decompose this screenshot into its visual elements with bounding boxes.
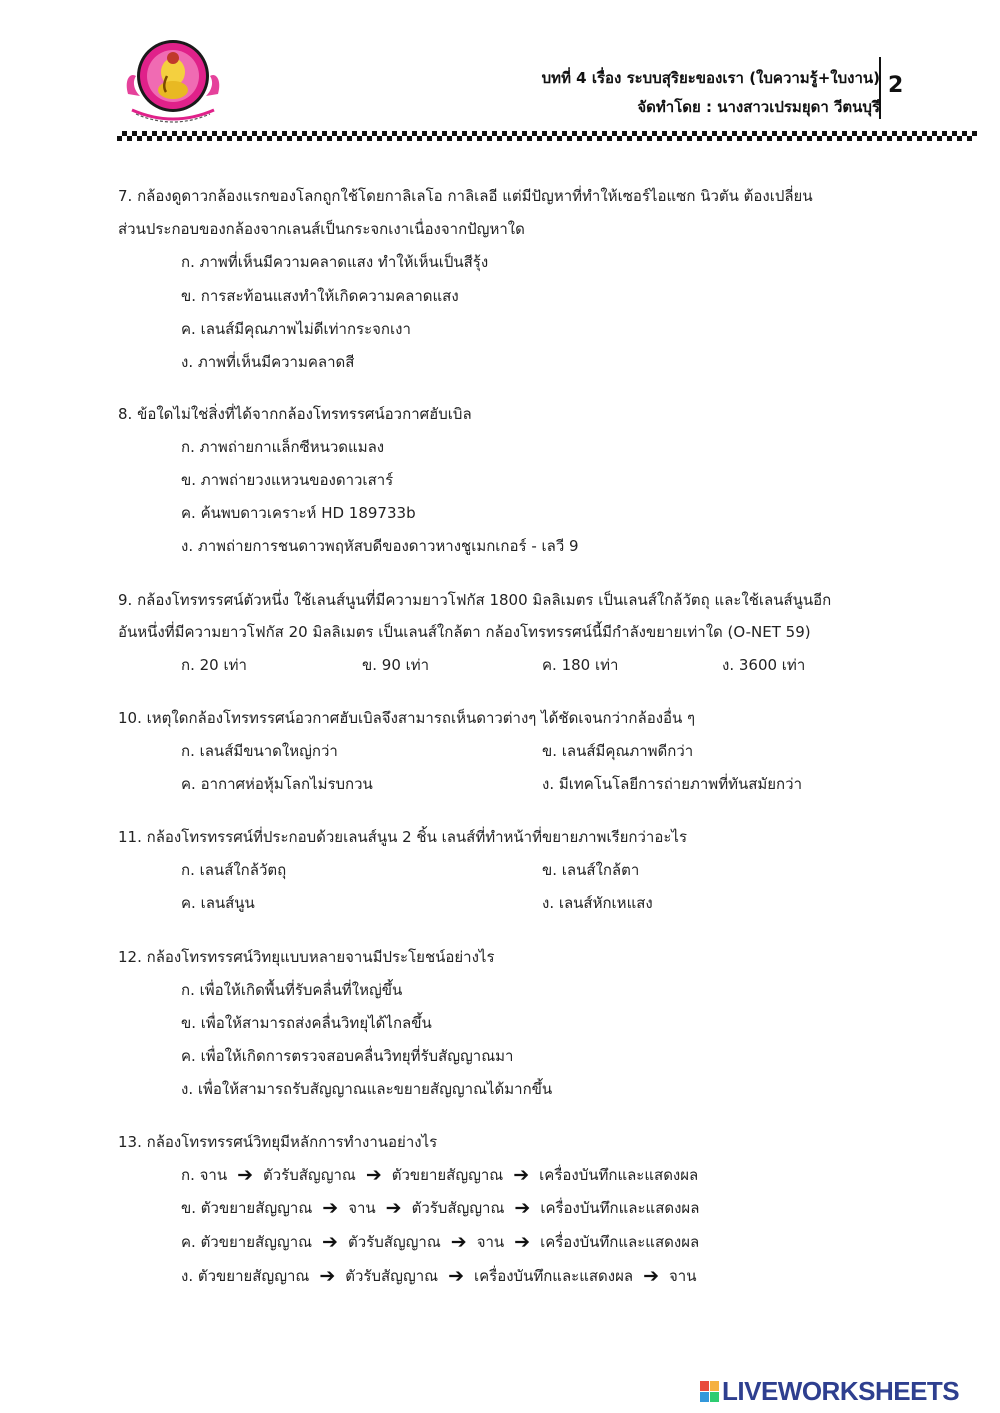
q13a-step-4: เครื่องบันทึกและแสดงผล: [539, 1166, 699, 1184]
q13a-step-3: ตัวขยายสัญญาณ: [391, 1166, 504, 1184]
right-arrow-icon: ➔: [237, 1164, 254, 1186]
q13d-step-1: ง. ตัวขยายสัญญาณ: [181, 1267, 310, 1285]
q7-option-c[interactable]: ค. เลนส์มีคุณภาพไม่ดีเท่ากระจกเงา: [181, 320, 411, 338]
q10-option-c[interactable]: ค. อากาศห่อหุ้มโลกไม่รบกวน: [181, 775, 373, 793]
q11-option-d[interactable]: ง. เลนส์หักเหแสง: [542, 894, 653, 912]
question-9-line-1: 9. กล้องโทรทรรศน์ตัวหนึ่ง ใช้เลนส์นูนที่มีความยาวโฟกัส 1800 มิลลิเมตร เป็นเลนส์ใกล้วัตถุ และใช้เลนส์นูนอีก: [118, 591, 832, 609]
q7-option-a[interactable]: ก. ภาพที่เห็นมีความคลาดแสง ทำให้เห็นเป็นสีรุ้ง: [181, 253, 489, 271]
q11-option-b[interactable]: ข. เลนส์ใกล้ตา: [542, 861, 640, 879]
q10-option-d[interactable]: ง. มีเทคโนโลยีการถ่ายภาพที่ทันสมัยกว่า: [542, 775, 802, 793]
school-logo: [122, 36, 224, 124]
question-9-line-2: อันหนึ่งที่มีความยาวโฟกัส 20 มิลลิเมตร เป็นเลนส์ใกล้ตา กล้องโทรทรรศน์นี้มีกำลังขยายเท่าใด (O-NET 59): [118, 623, 811, 641]
question-10: 10. เหตุใดกล้องโทรทรรศน์อวกาศฮับเบิลจึงสามารถเห็นดาวต่างๆ ได้ชัดเจนกว่ากล้องอื่น ๆ: [118, 709, 696, 727]
liveworksheets-badge-icon: [700, 1381, 720, 1403]
q13b-step-1: ข. ตัวขยายสัญญาณ: [181, 1199, 313, 1217]
q7-option-d[interactable]: ง. ภาพที่เห็นมีความคลาดสี: [181, 353, 355, 371]
right-arrow-icon: ➔: [365, 1164, 382, 1186]
question-12: 12. กล้องโทรทรรศน์วิทยุแบบหลายจานมีประโยชน์อย่างไร: [118, 948, 495, 966]
question-13: 13. กล้องโทรทรรศน์วิทยุมีหลักการทำงานอย่างไร: [118, 1133, 438, 1151]
checkered-divider: [117, 131, 977, 141]
right-arrow-icon: ➔: [448, 1265, 464, 1287]
question-8: 8. ข้อใดไม่ใช่สิ่งที่ได้จากกล้องโทรทรรศน์อวกาศฮับเบิล: [118, 405, 472, 423]
q12-option-d[interactable]: ง. เพื่อให้สามารถรับสัญญาณและขยายสัญญาณได้มากขึ้น: [181, 1080, 553, 1098]
right-arrow-icon: ➔: [513, 1164, 530, 1186]
q9-option-a[interactable]: ก. 20 เท่า: [181, 656, 247, 674]
q12-option-b[interactable]: ข. เพื่อให้สามารถส่งคลื่นวิทยุได้ไกลขึ้น: [181, 1014, 432, 1032]
q8-option-a[interactable]: ก. ภาพถ่ายกาแล็กซีหนวดแมลง: [181, 438, 385, 456]
right-arrow-icon: ➔: [319, 1265, 336, 1287]
q13c-step-4: เครื่องบันทึกและแสดงผล: [540, 1233, 700, 1251]
q13c-step-2: ตัวรับสัญญาณ: [347, 1233, 441, 1251]
question-7-line-2: ส่วนประกอบของกล้องจากเลนส์เป็นกระจกเงาเนื่องจากปัญหาใด: [118, 220, 525, 238]
q13-option-c[interactable]: [181, 1230, 699, 1254]
liveworksheets-text: LIVEWORKSHEETS: [722, 1376, 960, 1406]
q13b-step-2: จาน: [348, 1199, 376, 1217]
q13a-step-1: ก. จาน: [181, 1166, 228, 1184]
q10-option-a[interactable]: ก. เลนส์มีขนาดใหญ่กว่า: [181, 742, 338, 760]
q13-option-a[interactable]: [181, 1163, 698, 1187]
q13d-step-4: จาน: [669, 1267, 697, 1285]
page-number: 2: [888, 73, 904, 98]
q13b-step-3: ตัวรับสัญญาณ: [411, 1199, 505, 1217]
header-title: บทที่ 4 เรื่อง ระบบสุริยะของเรา (ใบความรู้+ใบงาน): [541, 69, 880, 87]
right-arrow-icon: ➔: [514, 1197, 531, 1219]
question-11: 11. กล้องโทรทรรศน์ที่ประกอบด้วยเลนส์นูน 2 ชิ้น เลนส์ที่ทำหน้าที่ขยายภาพเรียกว่าอะไร: [118, 828, 688, 846]
right-arrow-icon: ➔: [385, 1197, 402, 1219]
q9-option-b[interactable]: ข. 90 เท่า: [362, 656, 430, 674]
q8-option-d[interactable]: ง. ภาพถ่ายการชนดาวพฤหัสบดีของดาวหางชูเมกเกอร์ - เลวี 9: [181, 537, 579, 555]
q13a-step-2: ตัวรับสัญญาณ: [263, 1166, 356, 1184]
right-arrow-icon: ➔: [450, 1231, 467, 1253]
right-arrow-icon: ➔: [322, 1197, 339, 1219]
q12-option-c[interactable]: ค. เพื่อให้เกิดการตรวจสอบคลื่นวิทยุที่รับสัญญาณมา: [181, 1047, 514, 1065]
q9-option-d[interactable]: ง. 3600 เท่า: [722, 656, 806, 674]
q13d-step-2: ตัวรับสัญญาณ: [345, 1267, 439, 1285]
right-arrow-icon: ➔: [322, 1231, 338, 1253]
q13c-step-3: จาน: [476, 1233, 505, 1251]
q11-option-c[interactable]: ค. เลนส์นูน: [181, 894, 255, 912]
q13c-step-1: ค. ตัวขยายสัญญาณ: [181, 1233, 313, 1251]
right-arrow-icon: ➔: [514, 1231, 531, 1253]
q13-option-d[interactable]: [181, 1264, 696, 1288]
right-arrow-icon: ➔: [643, 1265, 660, 1287]
q8-option-c[interactable]: ค. ค้นพบดาวเคราะห์ HD 189733b: [181, 504, 416, 522]
q11-option-a[interactable]: ก. เลนส์ใกล้วัตถุ: [181, 861, 287, 879]
q10-option-b[interactable]: ข. เลนส์มีคุณภาพดีกว่า: [542, 742, 694, 760]
q13d-step-3: เครื่องบันทึกและแสดงผล: [474, 1267, 634, 1285]
q8-option-b[interactable]: ข. ภาพถ่ายวงแหวนของดาวเสาร์: [181, 471, 394, 489]
q13-option-b[interactable]: [181, 1196, 699, 1220]
q12-option-a[interactable]: ก. เพื่อให้เกิดพื้นที่รับคลื่นที่ใหญ่ขึ้น: [181, 981, 403, 999]
q9-option-c[interactable]: ค. 180 เท่า: [542, 656, 619, 674]
question-7-line-1: 7. กล้องดูดาวกล้องแรกของโลกถูกใช้โดยกาลิเลโอ กาลิเลอี แต่มีปัญหาที่ทำให้เซอร์ไอแซก นิวตัน ต้องเปลี่ยน: [118, 187, 813, 205]
liveworksheets-brand[interactable]: [700, 1378, 1000, 1406]
q13b-step-4: เครื่องบันทึกและแสดงผล: [540, 1199, 700, 1217]
header-author: จัดทำโดย : นางสาวเปรมยุดา วีตนบุรี: [637, 98, 880, 116]
q7-option-b[interactable]: ข. การสะท้อนแสงทำให้เกิดความคลาดแสง: [181, 287, 459, 305]
